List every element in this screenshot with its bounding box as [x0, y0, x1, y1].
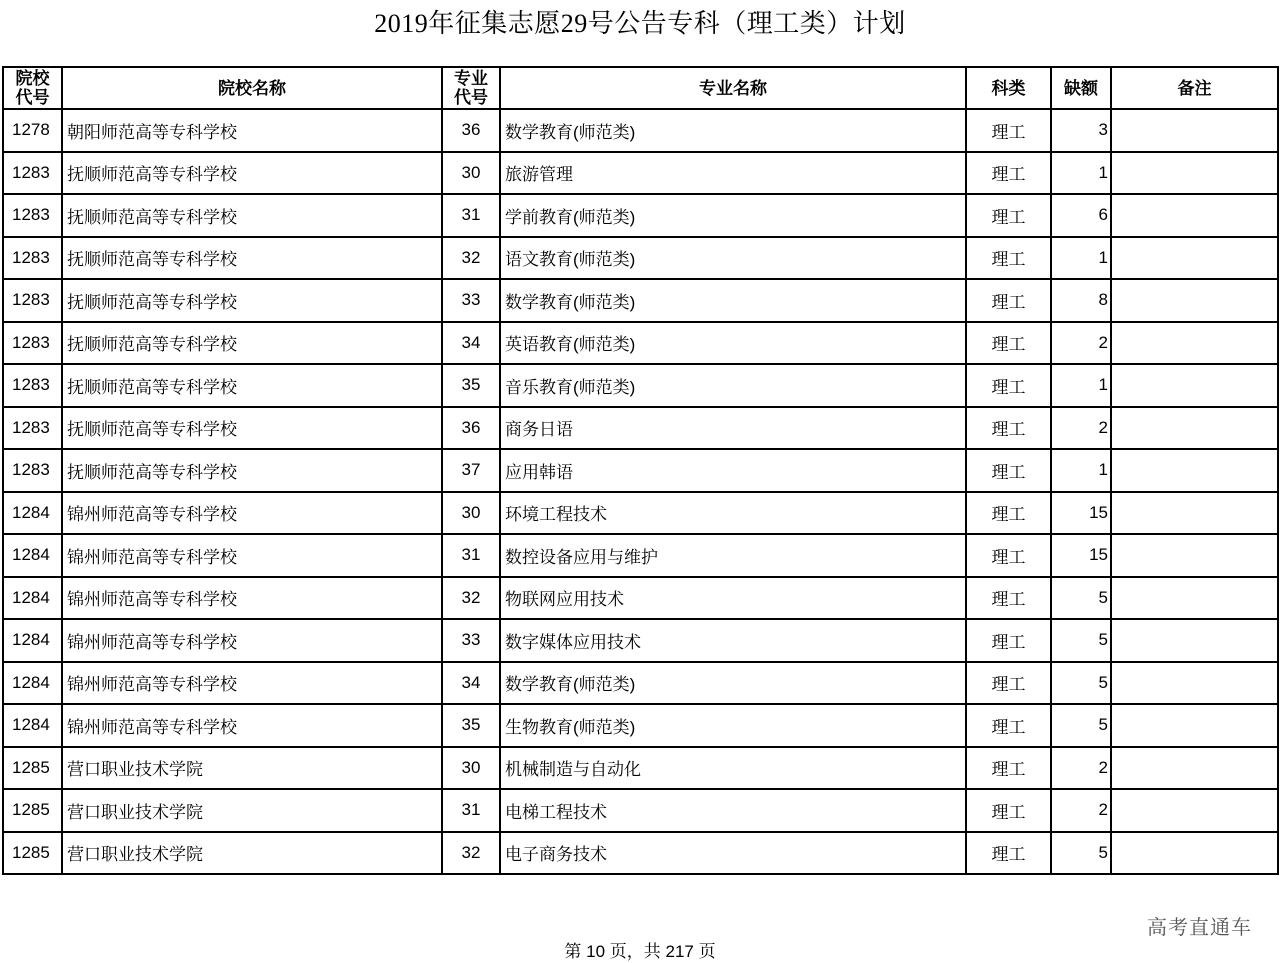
header-remarks: 备注 [1111, 67, 1278, 109]
page-title: 2019年征集志愿29号公告专科（理工类）计划 [374, 9, 906, 38]
cell-school-code: 1284 [3, 577, 62, 620]
cell-school-code: 1285 [3, 789, 62, 832]
cell-major-code: 32 [442, 832, 500, 875]
cell-major-code: 30 [442, 492, 500, 535]
header-major-code-line1: 专业 [454, 69, 488, 88]
cell-school-name: 锦州师范高等专科学校 [62, 704, 442, 747]
cell-major-code: 32 [442, 237, 500, 280]
cell-major-name: 学前教育(师范类) [500, 194, 966, 237]
cell-vacancy: 2 [1051, 789, 1111, 832]
table-row [3, 237, 1278, 280]
table-row [3, 364, 1278, 407]
cell-remarks [1111, 789, 1278, 832]
cell-major-name: 电子商务技术 [500, 832, 966, 875]
cell-school-name: 营口职业技术学院 [62, 832, 442, 875]
cell-category: 理工 [966, 237, 1051, 280]
cell-school-code: 1284 [3, 492, 62, 535]
cell-school-code: 1283 [3, 279, 62, 322]
cell-vacancy: 5 [1051, 577, 1111, 620]
cell-school-code: 1285 [3, 747, 62, 790]
cell-major-name: 数字媒体应用技术 [500, 619, 966, 662]
cell-major-code: 33 [442, 619, 500, 662]
cell-major-code: 36 [442, 407, 500, 450]
cell-remarks [1111, 194, 1278, 237]
table-row [3, 449, 1278, 492]
cell-school-code: 1283 [3, 322, 62, 365]
cell-school-name: 抚顺师范高等专科学校 [62, 279, 442, 322]
cell-major-name: 环境工程技术 [500, 492, 966, 535]
cell-major-name: 商务日语 [500, 407, 966, 450]
cell-vacancy: 2 [1051, 407, 1111, 450]
cell-school-name: 抚顺师范高等专科学校 [62, 152, 442, 195]
watermark-text: 高考直通车 [1147, 917, 1252, 939]
cell-vacancy: 5 [1051, 832, 1111, 875]
header-school-code-line1: 院校 [15, 69, 50, 88]
table-row [3, 747, 1278, 790]
cell-major-name: 应用韩语 [500, 449, 966, 492]
cell-major-code: 31 [442, 534, 500, 577]
cell-school-name: 锦州师范高等专科学校 [62, 577, 442, 620]
cell-major-code: 30 [442, 152, 500, 195]
cell-remarks [1111, 279, 1278, 322]
header-major-name: 专业名称 [500, 67, 966, 109]
cell-category: 理工 [966, 619, 1051, 662]
cell-category: 理工 [966, 407, 1051, 450]
header-category: 科类 [966, 67, 1051, 109]
cell-remarks [1111, 747, 1278, 790]
header-school-code-line2: 代号 [15, 88, 50, 107]
cell-school-code: 1284 [3, 534, 62, 577]
cell-major-name: 语文教育(师范类) [500, 237, 966, 280]
cell-vacancy: 2 [1051, 322, 1111, 365]
cell-major-code: 36 [442, 109, 500, 152]
cell-major-name: 生物教育(师范类) [500, 704, 966, 747]
cell-remarks [1111, 832, 1278, 875]
cell-school-name: 抚顺师范高等专科学校 [62, 194, 442, 237]
cell-category: 理工 [966, 492, 1051, 535]
cell-major-code: 35 [442, 704, 500, 747]
header-school-code [3, 67, 62, 109]
page-footer: 第 10 页，共 217 页 [564, 942, 716, 961]
cell-category: 理工 [966, 152, 1051, 195]
cell-major-code: 34 [442, 322, 500, 365]
cell-category: 理工 [966, 194, 1051, 237]
cell-major-code: 31 [442, 789, 500, 832]
table-body [3, 109, 1278, 874]
cell-major-name: 数学教育(师范类) [500, 662, 966, 705]
cell-category: 理工 [966, 789, 1051, 832]
table-row [3, 279, 1278, 322]
cell-vacancy: 3 [1051, 109, 1111, 152]
table-row [3, 109, 1278, 152]
cell-school-code: 1283 [3, 194, 62, 237]
cell-remarks [1111, 237, 1278, 280]
cell-major-code: 37 [442, 449, 500, 492]
cell-school-name: 营口职业技术学院 [62, 747, 442, 790]
cell-major-code: 35 [442, 364, 500, 407]
cell-remarks [1111, 322, 1278, 365]
cell-school-code: 1283 [3, 449, 62, 492]
cell-major-code: 31 [442, 194, 500, 237]
cell-category: 理工 [966, 577, 1051, 620]
table-row [3, 789, 1278, 832]
cell-major-name: 英语教育(师范类) [500, 322, 966, 365]
cell-school-code: 1283 [3, 364, 62, 407]
cell-remarks [1111, 449, 1278, 492]
cell-category: 理工 [966, 662, 1051, 705]
cell-vacancy: 5 [1051, 662, 1111, 705]
cell-remarks [1111, 704, 1278, 747]
cell-remarks [1111, 364, 1278, 407]
enrollment-plan-table [2, 66, 1279, 875]
cell-remarks [1111, 662, 1278, 705]
cell-major-name: 数控设备应用与维护 [500, 534, 966, 577]
cell-major-name: 数学教育(师范类) [500, 279, 966, 322]
cell-major-name: 数学教育(师范类) [500, 109, 966, 152]
cell-school-name: 朝阳师范高等专科学校 [62, 109, 442, 152]
cell-school-code: 1285 [3, 832, 62, 875]
cell-major-name: 旅游管理 [500, 152, 966, 195]
cell-vacancy: 5 [1051, 619, 1111, 662]
cell-major-code: 32 [442, 577, 500, 620]
cell-vacancy: 1 [1051, 449, 1111, 492]
table-row [3, 832, 1278, 875]
cell-school-code: 1278 [3, 109, 62, 152]
cell-school-code: 1283 [3, 152, 62, 195]
cell-school-code: 1284 [3, 704, 62, 747]
cell-major-code: 33 [442, 279, 500, 322]
header-vacancy: 缺额 [1051, 67, 1111, 109]
cell-remarks [1111, 577, 1278, 620]
cell-category: 理工 [966, 832, 1051, 875]
cell-school-name: 抚顺师范高等专科学校 [62, 237, 442, 280]
cell-major-name: 机械制造与自动化 [500, 747, 966, 790]
table-row [3, 662, 1278, 705]
cell-school-name: 营口职业技术学院 [62, 789, 442, 832]
cell-vacancy: 1 [1051, 152, 1111, 195]
cell-vacancy: 8 [1051, 279, 1111, 322]
cell-category: 理工 [966, 747, 1051, 790]
cell-school-name: 锦州师范高等专科学校 [62, 619, 442, 662]
cell-school-name: 锦州师范高等专科学校 [62, 662, 442, 705]
table-row [3, 194, 1278, 237]
cell-vacancy: 5 [1051, 704, 1111, 747]
table-row [3, 152, 1278, 195]
table-row [3, 322, 1278, 365]
cell-major-name: 物联网应用技术 [500, 577, 966, 620]
cell-vacancy: 15 [1051, 492, 1111, 535]
table-row [3, 619, 1278, 662]
cell-school-code: 1283 [3, 407, 62, 450]
cell-school-code: 1283 [3, 237, 62, 280]
header-major-code [442, 67, 500, 109]
cell-category: 理工 [966, 534, 1051, 577]
cell-school-name: 锦州师范高等专科学校 [62, 492, 442, 535]
cell-major-name: 音乐教育(师范类) [500, 364, 966, 407]
table-header-row [3, 67, 1278, 109]
cell-major-name: 电梯工程技术 [500, 789, 966, 832]
table-row [3, 407, 1278, 450]
cell-remarks [1111, 619, 1278, 662]
cell-school-name: 锦州师范高等专科学校 [62, 534, 442, 577]
cell-vacancy: 1 [1051, 237, 1111, 280]
cell-school-code: 1284 [3, 619, 62, 662]
cell-remarks [1111, 109, 1278, 152]
cell-major-code: 30 [442, 747, 500, 790]
cell-category: 理工 [966, 364, 1051, 407]
cell-major-code: 34 [442, 662, 500, 705]
cell-category: 理工 [966, 279, 1051, 322]
cell-vacancy: 2 [1051, 747, 1111, 790]
cell-category: 理工 [966, 449, 1051, 492]
cell-remarks [1111, 492, 1278, 535]
cell-category: 理工 [966, 109, 1051, 152]
cell-remarks [1111, 152, 1278, 195]
table-row [3, 704, 1278, 747]
cell-remarks [1111, 534, 1278, 577]
cell-category: 理工 [966, 322, 1051, 365]
cell-remarks [1111, 407, 1278, 450]
table-row [3, 492, 1278, 535]
cell-vacancy: 15 [1051, 534, 1111, 577]
header-major-code-line2: 代号 [454, 88, 488, 107]
table-row [3, 534, 1278, 577]
cell-school-name: 抚顺师范高等专科学校 [62, 449, 442, 492]
cell-school-name: 抚顺师范高等专科学校 [62, 407, 442, 450]
cell-school-name: 抚顺师范高等专科学校 [62, 322, 442, 365]
cell-school-code: 1284 [3, 662, 62, 705]
cell-school-name: 抚顺师范高等专科学校 [62, 364, 442, 407]
table-row [3, 577, 1278, 620]
header-school-name: 院校名称 [62, 67, 442, 109]
cell-category: 理工 [966, 704, 1051, 747]
cell-vacancy: 6 [1051, 194, 1111, 237]
cell-vacancy: 1 [1051, 364, 1111, 407]
